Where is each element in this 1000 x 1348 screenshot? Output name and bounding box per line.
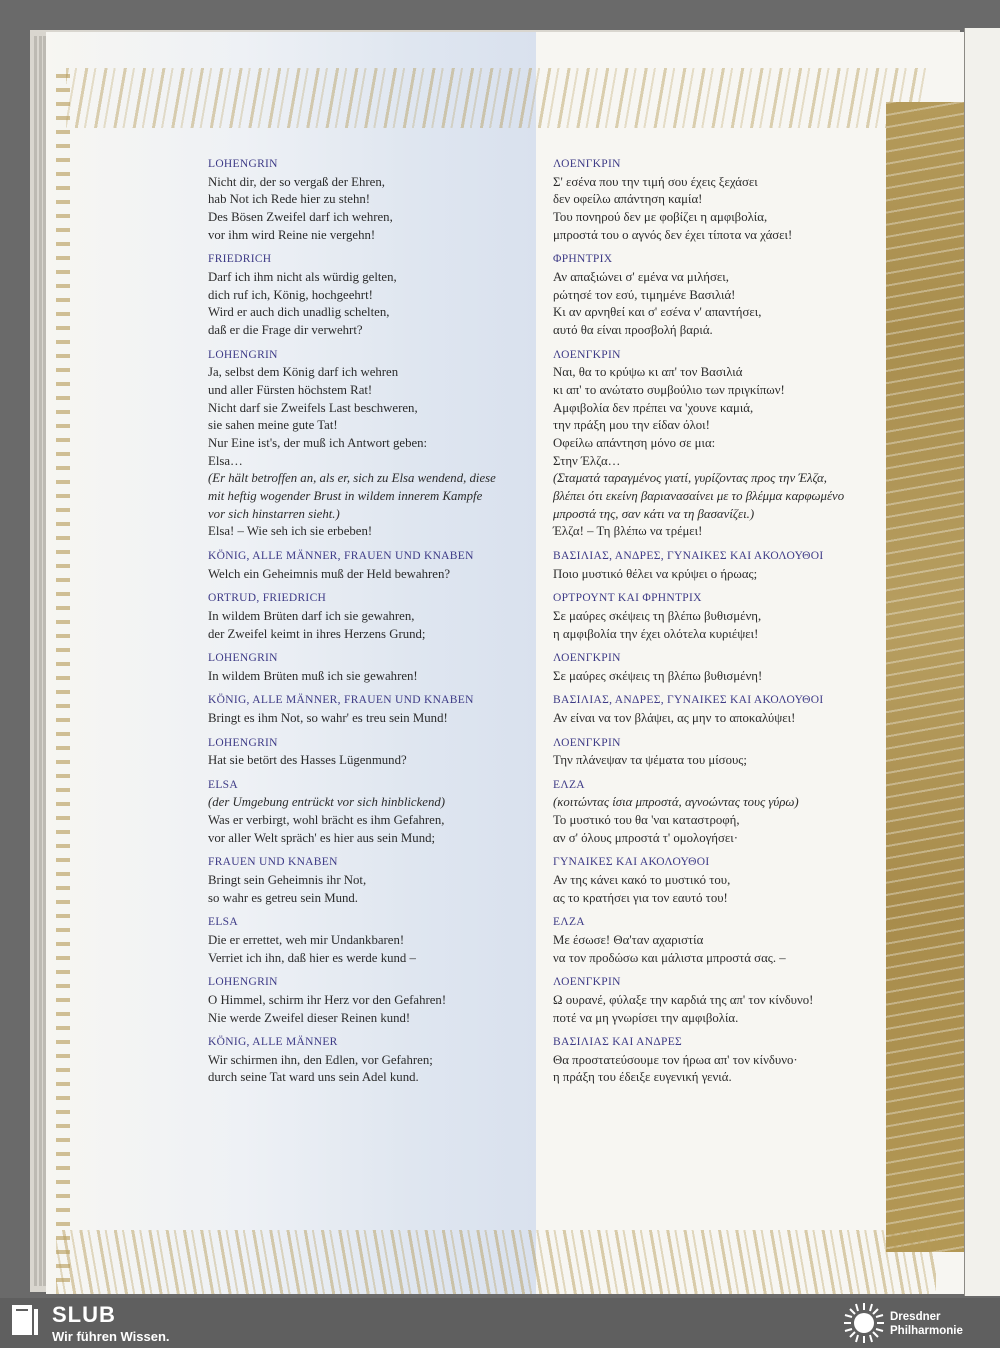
libretto-block	[208, 347, 528, 542]
verse-line: ας το κρατήσει για τον εαυτό του!	[553, 890, 728, 905]
libretto-block	[553, 156, 893, 244]
verse-line: κι απ' το ανώτατο συμβούλιο των πριγκίπων!	[553, 382, 785, 397]
verse-line: Στην Έλζα…	[553, 453, 621, 468]
speaker-name: ΛΟΕΝΓΚΡΙΝ	[553, 736, 621, 749]
stage-direction: (Σταματά ταραγμένος γιατί, γυρίζοντας προς την Έλζα,	[553, 471, 827, 486]
verse-line: Elsa…	[208, 453, 243, 468]
verse-line: Welch ein Geheimnis muß der Held bewahren?	[208, 566, 451, 581]
slub-book-icon[interactable]	[12, 1303, 40, 1339]
speaker-name: ΟΡΤΡΟΥΝΤ ΚΑΙ ΦΡΗΝΤΡΙΧ	[553, 592, 702, 605]
verse-line: O Himmel, schirm ihr Herz vor den Gefahren!	[208, 992, 447, 1007]
verse-line: Σε μαύρες σκέψεις τη βλέπω βυθισμένη,	[553, 608, 762, 623]
verse-line: Ja, selbst dem König darf ich wehren	[208, 365, 399, 380]
speaker-name: ΕΛΖΑ	[553, 778, 585, 791]
verse-line: Σ' εσένα που την τιμή σου έχεις ξεχάσει	[553, 174, 758, 189]
speaker-name: FRAUEN UND KNABEN	[208, 856, 338, 869]
libretto-block	[208, 914, 528, 967]
libretto-block	[553, 914, 893, 967]
gold-leaf-bottom	[56, 1230, 936, 1294]
verse-line: Hat sie betört des Hasses Lügenmund?	[208, 753, 407, 768]
verse-line: Αν είναι να τον βλάψει, ας μην το αποκαλύψει!	[553, 710, 796, 725]
verse-line: hab Not ich Rede hier zu stehn!	[208, 192, 371, 207]
verse-line: Bringt sein Geheimnis ihr Not,	[208, 872, 367, 887]
verse-line: η αμφιβολία την έχει ολότελα κυριέψει!	[553, 626, 759, 641]
speaker-name: KÖNIG, ALLE MÄNNER, FRAUEN UND KNABEN	[208, 550, 474, 563]
verse-line: Έλζα! – Τη βλέπω να τρέμει!	[553, 524, 703, 539]
library-claim: Wir führen Wissen.	[52, 1329, 170, 1344]
verse-line: Του πονηρού δεν με φοβίζει η αμφιβολία,	[553, 209, 768, 224]
libretto-block	[208, 251, 528, 339]
verse-line: Was er verbirgt, wohl brächt es ihm Gefahren,	[208, 813, 445, 828]
verse-line: so wahr es getreu sein Mund.	[208, 890, 358, 905]
page-edge	[39, 36, 42, 1286]
verse-line: Nie werde Zweifel dieser Reinen kund!	[208, 1010, 411, 1025]
verse-line: Αν της κάνει κακό το μυστικό του,	[553, 872, 731, 887]
speaker-name: ΒΑΣΙΛΙΑΣ ΚΑΙ ΑΝΔΡΕΣ	[553, 1036, 683, 1049]
speaker-name: LOHENGRIN	[208, 158, 278, 170]
verse-line: Nicht dir, der so vergaß der Ehren,	[208, 174, 385, 189]
verse-line: Wird er auch dich unadlig schelten,	[208, 305, 390, 320]
page-edge	[34, 36, 37, 1286]
libretto-block	[208, 548, 528, 583]
speaker-name: ΛΟΕΝΓΚΡΙΝ	[553, 158, 621, 170]
stage-direction: βλέπει ότι εκείνη βαριανασαίνει με το βλέμμα καρφωμένο	[553, 489, 845, 504]
greek-libretto-column	[553, 156, 893, 1094]
verse-line: der Zweifel keimt in ihres Herzens Grund;	[208, 626, 426, 641]
library-name[interactable]: SLUB	[52, 1302, 116, 1327]
speaker-name: ΛΟΕΝΓΚΡΙΝ	[553, 652, 621, 665]
speaker-name: ΛΟΕΝΓΚΡΙΝ	[553, 348, 621, 361]
libretto-block	[553, 347, 893, 542]
verse-line: sie sahen meine gute Tat!	[208, 418, 338, 433]
verse-line: Die er errettet, weh mir Undankbaren!	[208, 932, 405, 947]
verse-line: Nur Eine ist's, der muß ich Antwort geben:	[208, 435, 428, 450]
verse-line: vor ihm wird Reine nie vergehn!	[208, 227, 376, 242]
libretto-block	[553, 854, 893, 907]
partner-name-line2: Philharmonie	[890, 1325, 963, 1337]
libretto-block	[553, 1034, 893, 1087]
speaker-name: ΓΥΝΑΙΚΕΣ ΚΑΙ ΑΚΟΛΟΥΘΟΙ	[553, 856, 710, 869]
speaker-name: ELSA	[208, 916, 238, 929]
verse-line: δεν οφείλω απάντηση καμία!	[553, 192, 703, 207]
libretto-block	[208, 854, 528, 907]
speaker-name: FRIEDRICH	[208, 253, 272, 266]
speaker-name: LOHENGRIN	[208, 736, 278, 749]
libretto-block	[553, 974, 893, 1027]
verse-line: Σε μαύρες σκέψεις τη βλέπω βυθισμένη!	[553, 668, 763, 683]
speaker-name: KÖNIG, ALLE MÄNNER	[208, 1036, 338, 1049]
verse-line: μπροστά του ο αγνός δεν έχει τίποτα να χάσει!	[553, 227, 793, 242]
next-page-edge	[964, 28, 1000, 1296]
stage-direction: (Er hält betroffen an, als er, sich zu Elsa wendend, diese	[208, 471, 496, 486]
libretto-block	[208, 692, 528, 727]
libretto-block	[553, 548, 893, 583]
gold-leaf-left	[56, 72, 70, 1282]
speaker-name: ΦΡΗΝΤΡΙΧ	[553, 253, 613, 266]
libretto-block	[208, 974, 528, 1027]
gold-leaf-top	[66, 68, 926, 128]
libretto-block	[208, 650, 528, 685]
verse-line: αυτό θα είναι προσβολή βαριά.	[553, 322, 713, 337]
verse-line: Ποιο μυστικό θέλει να κρύψει ο ήρωας;	[553, 566, 758, 581]
speaker-name: LOHENGRIN	[208, 976, 278, 989]
speaker-name: ΒΑΣΙΛΙΑΣ, ΑΝΔΡΕΣ, ΓΥΝΑΙΚΕΣ ΚΑΙ ΑΚΟΛΟΥΘΟΙ	[553, 694, 824, 707]
verse-line: In wildem Brüten darf ich sie gewahren,	[208, 608, 415, 623]
verse-line: Κι αν αρνηθεί και σ' εσένα ν' απαντήσει,	[553, 305, 762, 320]
libretto-block	[208, 590, 528, 643]
speaker-name: ORTRUD, FRIEDRICH	[208, 592, 327, 605]
libretto-block	[553, 650, 893, 685]
verse-line: Bringt es ihm Not, so wahr' es treu sein Mund!	[208, 710, 448, 725]
gold-leaf-texture	[886, 102, 964, 1252]
stage-direction: (κοιτώντας ίσια μπροστά, αγνοώντας τους γύρω)	[553, 795, 799, 810]
verse-line: Elsa! – Wie seh ich sie erbeben!	[208, 524, 373, 539]
verse-line: Θα προστατεύσουμε τον ήρωα απ' τον κίνδυνο·	[553, 1052, 798, 1067]
libretto-block	[208, 735, 528, 770]
libretto-block	[208, 777, 528, 848]
verse-line: αν σ' όλους μπροστά τ' ομολογήσει·	[553, 830, 738, 845]
speaker-name: ELSA	[208, 778, 238, 791]
verse-line: Αμφιβολία δεν πρέπει να 'χουνε καμιά,	[553, 400, 754, 415]
stage-direction: vor sich hinstarren sieht.)	[208, 506, 340, 521]
verse-line: In wildem Brüten muß ich sie gewahren!	[208, 668, 418, 683]
verse-line: und aller Fürsten höchstem Rat!	[208, 382, 373, 397]
libretto-block	[208, 156, 528, 244]
verse-line: ρώτησέ τον εσύ, τιμημένε Βασιλιά!	[553, 287, 736, 302]
verse-line: Wir schirmen ihn, den Edlen, vor Gefahren;	[208, 1052, 433, 1067]
verse-line: Nicht darf sie Zweifels Last beschweren,	[208, 400, 418, 415]
verse-line: ποτέ να μη γνωρίσει την αμφιβολία.	[553, 1010, 739, 1025]
verse-line: να τον προδώσω και μάλιστα μπροστά σας. –	[553, 950, 786, 965]
verse-line: vor aller Welt spräch' es hier aus sein Mund;	[208, 830, 436, 845]
verse-line: η πράξη του έδειξε ευγενική γενιά.	[553, 1070, 732, 1085]
verse-line: Ναι, θα το κρύψω κι απ' τον Βασιλιά	[553, 365, 743, 380]
stage-direction: μπροστά της, σαν κάτι να τη βασανίζει.)	[553, 506, 755, 521]
verse-line: Οφείλω απάντηση μόνο σε μια:	[553, 435, 716, 450]
verse-line: Με έσωσε! Θα'ταν αχαριστία	[553, 932, 704, 947]
libretto-block	[553, 735, 893, 770]
german-libretto-column	[208, 156, 528, 1094]
verse-line: daß er die Frage dir verwehrt?	[208, 322, 363, 337]
verse-line: Ω ουρανέ, φύλαξε την καρδιά της απ' τον κίνδυνο!	[553, 992, 814, 1007]
verse-line: Verriet ich ihn, daß hier es werde kund –	[208, 950, 416, 965]
verse-line: Την πλάνεψαν τα ψέματα του μίσους;	[553, 753, 747, 768]
libretto-block	[553, 590, 893, 643]
verse-line: Des Bösen Zweifel darf ich wehren,	[208, 209, 393, 224]
verse-line: Το μυστικό του θα 'ναι καταστροφή,	[553, 813, 740, 828]
partner-name-line1: Dresdner	[890, 1311, 941, 1323]
sunburst-icon[interactable]	[842, 1301, 886, 1345]
speaker-name: ΕΛΖΑ	[553, 916, 585, 929]
speaker-name: ΛΟΕΝΓΚΡΙΝ	[553, 976, 621, 989]
libretto-block	[553, 251, 893, 339]
libretto-block	[553, 777, 893, 848]
speaker-name: LOHENGRIN	[208, 652, 278, 665]
stage-direction: mit heftig wogender Brust in wildem innerem Kampfe	[208, 489, 483, 504]
verse-line: durch seine Tat ward uns sein Adel kund.	[208, 1070, 419, 1085]
verse-line: Darf ich ihm nicht als würdig gelten,	[208, 269, 397, 284]
partner-name[interactable]	[890, 1310, 963, 1338]
speaker-name: ΒΑΣΙΛΙΑΣ, ΑΝΔΡΕΣ, ΓΥΝΑΙΚΕΣ ΚΑΙ ΑΚΟΛΟΥΘΟΙ	[553, 550, 824, 563]
verse-line: Αν απαξιώνει σ' εμένα να μιλήσει,	[553, 269, 729, 284]
speaker-name: KÖNIG, ALLE MÄNNER, FRAUEN UND KNABEN	[208, 694, 474, 707]
libretto-block	[208, 1034, 528, 1087]
speaker-name: LOHENGRIN	[208, 348, 278, 361]
verse-line: την πράξη μου την είδαν όλοι!	[553, 418, 710, 433]
libretto-block	[553, 692, 893, 727]
verse-line: dich ruf ich, König, hochgeehrt!	[208, 287, 373, 302]
stage-direction: (der Umgebung entrückt vor sich hinblickend)	[208, 795, 446, 810]
